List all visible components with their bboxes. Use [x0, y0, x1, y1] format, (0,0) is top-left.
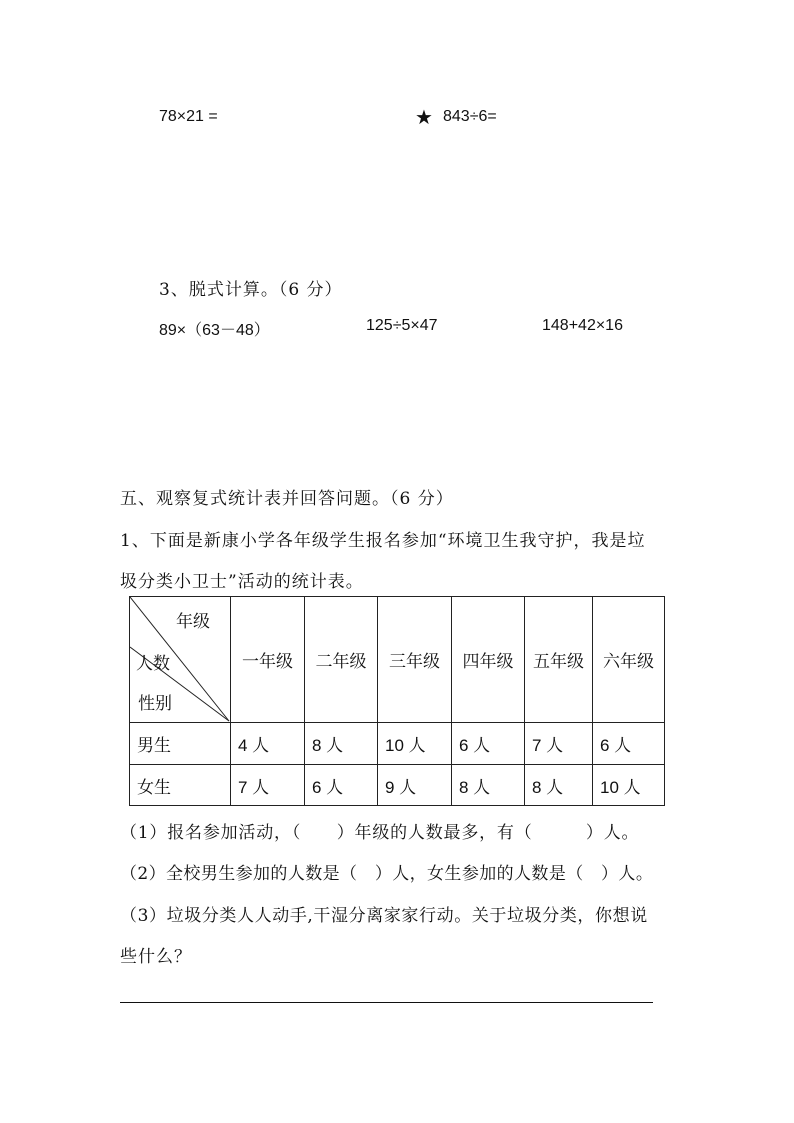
table-cell: 10 人 — [593, 765, 665, 806]
corner-label-count: 人数 — [136, 654, 170, 674]
row-label-boys: 男生 — [130, 723, 231, 765]
table-cell: 10 人 — [378, 723, 452, 765]
grade-header: 四年级 — [452, 597, 525, 723]
expr-2: 125÷5×47 — [366, 317, 438, 334]
row-label-girls: 女生 — [130, 765, 231, 806]
grade-header: 一年级 — [231, 597, 305, 723]
grade-header: 六年级 — [593, 597, 665, 723]
section5-intro-line2: 圾分类小卫士”活动的统计表。 — [120, 572, 364, 592]
table-row — [130, 765, 665, 806]
table-cell: 9 人 — [378, 765, 452, 806]
star-icon: ★ — [415, 105, 433, 129]
table-cell: 6 人 — [305, 765, 378, 806]
calc-843div6: 843÷6= — [443, 108, 497, 125]
question-3-line2: 些什么？ — [120, 947, 192, 967]
grade-header: 五年级 — [525, 597, 593, 723]
table-cell: 4 人 — [231, 723, 305, 765]
table-row — [130, 723, 665, 765]
table-cell: 8 人 — [525, 765, 593, 806]
corner-cell — [130, 597, 231, 723]
question-1: （1）报名参加活动，（ ）年级的人数最多，有（ ）人。 — [120, 823, 640, 843]
corner-label-gender: 性别 — [138, 694, 172, 714]
answer-line[interactable] — [120, 1002, 653, 1003]
expr-3: 148+42×16 — [542, 317, 623, 334]
corner-label-grade: 年级 — [176, 612, 210, 632]
table-cell: 6 人 — [593, 723, 665, 765]
section5-title: 五、观察复式统计表并回答问题。（6 分） — [120, 489, 454, 509]
table-cell: 8 人 — [452, 765, 525, 806]
stats-table — [129, 596, 665, 806]
grade-header: 二年级 — [305, 597, 378, 723]
question-3-line1: （3）垃圾分类人人动手,干湿分离家家行动。关于垃圾分类，你想说 — [120, 906, 648, 926]
question-2: （2）全校男生参加的人数是（ ）人，女生参加的人数是（ ）人。 — [120, 864, 654, 884]
section3-title: 3、脱式计算。（6 分） — [159, 280, 343, 300]
table-cell: 7 人 — [231, 765, 305, 806]
calc-78x21: 78×21 = — [159, 108, 218, 125]
expr-1: 89×（63－48） — [159, 322, 270, 339]
table-cell: 8 人 — [305, 723, 378, 765]
section5-intro-line1: 1、下面是新康小学各年级学生报名参加“环境卫生我守护，我是垃 — [120, 531, 646, 551]
table-cell: 6 人 — [452, 723, 525, 765]
table-cell: 7 人 — [525, 723, 593, 765]
grade-header: 三年级 — [378, 597, 452, 723]
table-header-row — [130, 597, 665, 723]
